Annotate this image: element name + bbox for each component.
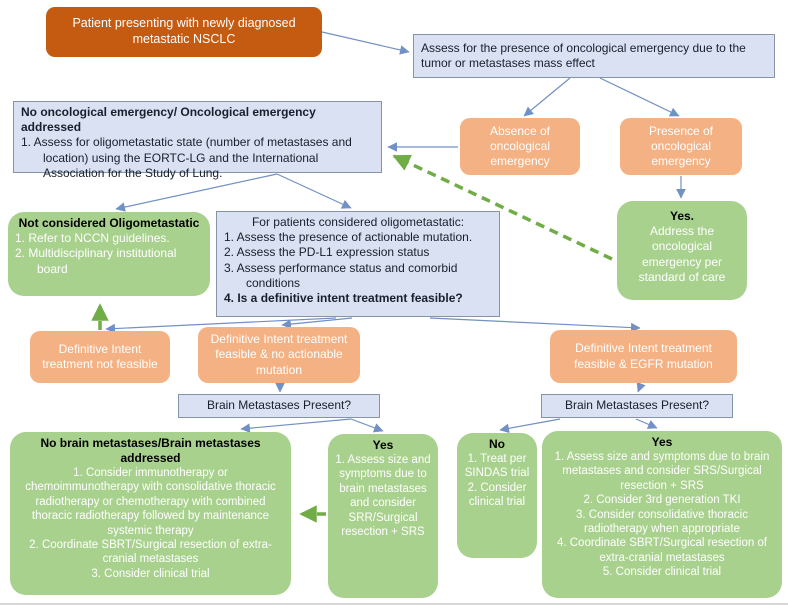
list-item: 4. Is a definitive intent treatment feasible? bbox=[224, 291, 463, 306]
patient-presenting-box: Patient presenting with newly diagnosed metastatic NSCLC bbox=[46, 7, 322, 57]
list-item: 2. Consider 3rd generation TKI bbox=[583, 494, 741, 507]
list-item: 3. Consider clinical trial bbox=[91, 567, 210, 580]
arrow-assess-to-absence bbox=[524, 78, 570, 116]
box-title: Not considered Oligometastatic bbox=[18, 216, 200, 230]
list-item: 4. Coordinate SBRT/Surgical resection of extra-cranial metastases bbox=[556, 537, 768, 564]
definitive-feasible-no-mutation-box: Definitive Intent treatment feasible & no actionable mutation bbox=[198, 327, 360, 383]
definitive-not-feasible-box: Definitive Intent treatment not feasible bbox=[30, 331, 170, 383]
box-title: No bbox=[489, 437, 505, 451]
list-item: 2. Coordinate SBRT/Surgical resection of extra-cranial metastases bbox=[29, 538, 272, 566]
list-item: 1. Treat per SINDAS trial bbox=[464, 453, 530, 480]
arrow-brain-left-to-yes-mid bbox=[351, 419, 383, 431]
arrow-patient-to-assess bbox=[322, 32, 409, 52]
arrow-brain-right-to-no bbox=[500, 419, 560, 430]
list-item: 1. Assess for oligometastatic state (number of metastases and location) using the EORTC-LG and the International Association for the Study of Lung. bbox=[21, 135, 352, 180]
list-item: 2. Consider clinical trial bbox=[467, 481, 527, 509]
box-title: No oncological emergency/ Oncological emergency addressed bbox=[21, 105, 316, 135]
list-item: 1. Refer to NCCN guidelines. bbox=[15, 231, 170, 246]
list-item: 5. Consider clinical trial bbox=[602, 566, 722, 578]
yes-brain-metastases-right-box bbox=[542, 431, 782, 598]
for-patients-oligometastatic-box bbox=[216, 211, 500, 317]
no-brain-metastases-box bbox=[10, 432, 291, 595]
arrow-egfr-to-brain-right bbox=[638, 384, 641, 392]
yes-brain-metastases-mid-box bbox=[328, 434, 438, 598]
box-title: Yes bbox=[372, 438, 394, 452]
list-item: 3. Consider consolidative thoracic radiotherapy when appropriate bbox=[576, 508, 748, 535]
brain-metastases-question-right: Brain Metastases Present? bbox=[541, 394, 733, 418]
list-item: 2. Multidisciplinary institutional board bbox=[15, 246, 177, 276]
no-oncological-emergency-box bbox=[13, 101, 382, 180]
list-item: 1. Consider immunotherapy or chemoimmunotherapy with consolidative thoracic radiotherapy or chemotherapy with combined thoracic radiotherapy followed by maintenance systemic therapy bbox=[25, 467, 276, 537]
list-item: 1. Assess size and symptoms due to brain metastases and consider SRS/Surgical resection + SRS bbox=[554, 451, 770, 492]
box-title: No brain metastases/Brain metastases addressed bbox=[40, 436, 261, 465]
presence-of-emergency-box: Presence of oncological emergency bbox=[620, 118, 742, 175]
box-title: Yes bbox=[651, 435, 673, 449]
not-oligometastatic-box bbox=[8, 212, 210, 296]
box-body: Address the oncological emergency per standard of care bbox=[638, 224, 726, 284]
box-title: For patients considered oligometastatic: bbox=[251, 215, 465, 229]
definitive-feasible-egfr-box: Definitive Intent treatment feasible & EGFR mutation bbox=[550, 330, 737, 383]
absence-of-emergency-box: Absence of oncological emergency bbox=[460, 118, 580, 175]
arrow-brain-left-to-no-brain bbox=[241, 419, 351, 429]
assess-emergency-box: Assess for the presence of oncological emergency due to the tumor or metastases mass effect bbox=[413, 34, 775, 78]
box-title: Yes. bbox=[669, 209, 695, 223]
list-item: 1. Assess size and symptoms due to brain metastases and consider SRR/Surgical resection + SRS bbox=[335, 454, 431, 538]
arrow-assess-to-presence bbox=[600, 78, 679, 116]
list-item: 2. Assess the PD-L1 expression status bbox=[224, 245, 430, 260]
yes-address-emergency-box bbox=[617, 201, 747, 300]
arrow-brain-right-to-yes-right bbox=[636, 419, 657, 428]
list-item: 1. Assess the presence of actionable mutation. bbox=[224, 230, 473, 245]
brain-metastases-question-left: Brain Metastases Present? bbox=[178, 394, 380, 418]
list-item: 3. Assess performance status and comorbid conditions bbox=[224, 260, 458, 290]
arrow-for-patients-to-egfr bbox=[430, 318, 640, 328]
no-brain-metastases-right-box bbox=[457, 433, 537, 558]
